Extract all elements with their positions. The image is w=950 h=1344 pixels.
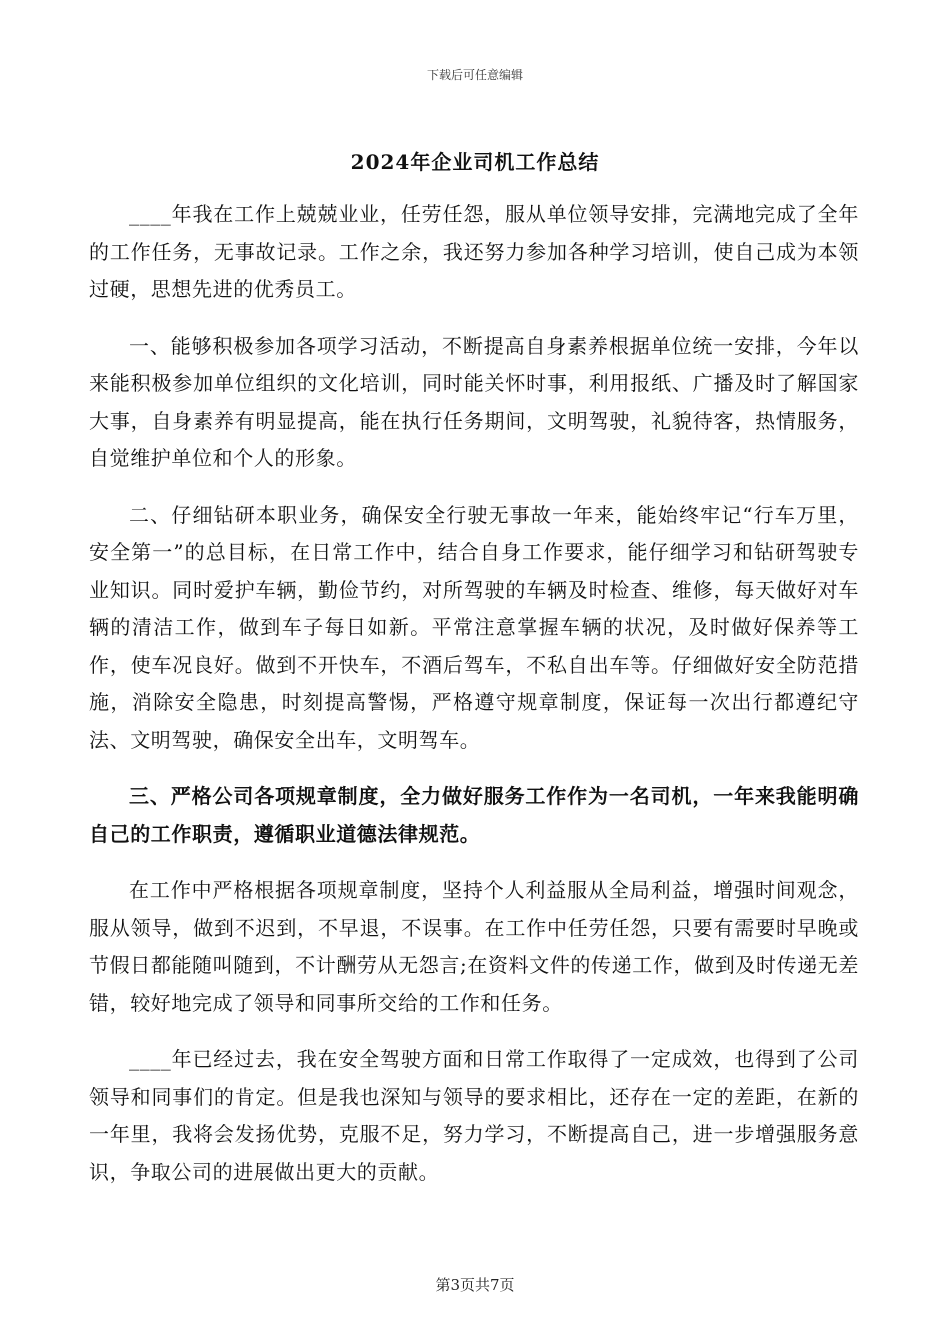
page-number: 第3页共7页 [435,1276,515,1294]
document-title: 2024年企业司机工作总结 [350,150,600,174]
paragraph-section-2: 二、仔细钻研本职业务，确保安全行驶无事故一年来，能始终牢记“行车万里，安全第一”的总目标，在日常工作中，结合自身工作要求，能仔细学习和钻研驾驶专业知识。同时爱护车辆，勤俭节约，对所驾驶的车辆及时检查、维修，每天做好对车辆的清洁工作，做到车子每日如新。平常注意掌握车辆的状况，及时做好保养等工作，使车况良好。做到不开快车，不酒后驾车，不私自出车等。仔细做好安全防范措施，消除安全隐患，时刻提高警惕，严格遵守规章制度，保证每一次出行都遵纪守法、文明驾驶，确保安全出车，文明驾车。 [89,502,859,752]
paragraph-intro: ____年我在工作上兢兢业业，任劳任怨，服从单位领导安排，完满地完成了全年的工作任务，无事故记录。工作之余，我还努力参加各种学习培训，使自己成为本领过硬，思想先进的优秀员工。 [89,202,859,301]
header-note: 下载后可任意编辑 [426,68,523,82]
document-body [89,196,859,1210]
paragraph-section-3-body: 在工作中严格根据各项规章制度，坚持个人利益服从全局利益，增强时间观念，服从领导，做到不迟到，不早退，不误事。在工作中任劳任怨，只要有需要时早晚或节假日都能随叫随到，不计酬劳从无怨言;在资料文件的传递工作，做到及时传递无差错，较好地完成了领导和同事所交给的工作和任务。 [89,878,859,1015]
paragraph-section-3-heading: 三、严格公司各项规章制度，全力做好服务工作作为一名司机，一年来我能明确自己的工作职责，遵循职业道德法律规范。 [89,784,859,846]
paragraph-conclusion: ____年已经过去，我在安全驾驶方面和日常工作取得了一定成效，也得到了公司领导和同事们的肯定。但是我也深知与领导的要求相比，还存在一定的差距，在新的一年里，我将会发扬优势，克服不足，努力学习，不断提高自己，进一步增强服务意识，争取公司的进展做出更大的贡献。 [89,1047,859,1184]
paragraph-section-1: 一、能够积极参加各项学习活动，不断提高自身素养根据单位统一安排，今年以来能积极参加单位组织的文化培训，同时能关怀时事，利用报纸、广播及时了解国家大事，自身素养有明显提高，能在执行任务期间，文明驾驶，礼貌待客，热情服务，自觉维护单位和个人的形象。 [89,333,859,470]
